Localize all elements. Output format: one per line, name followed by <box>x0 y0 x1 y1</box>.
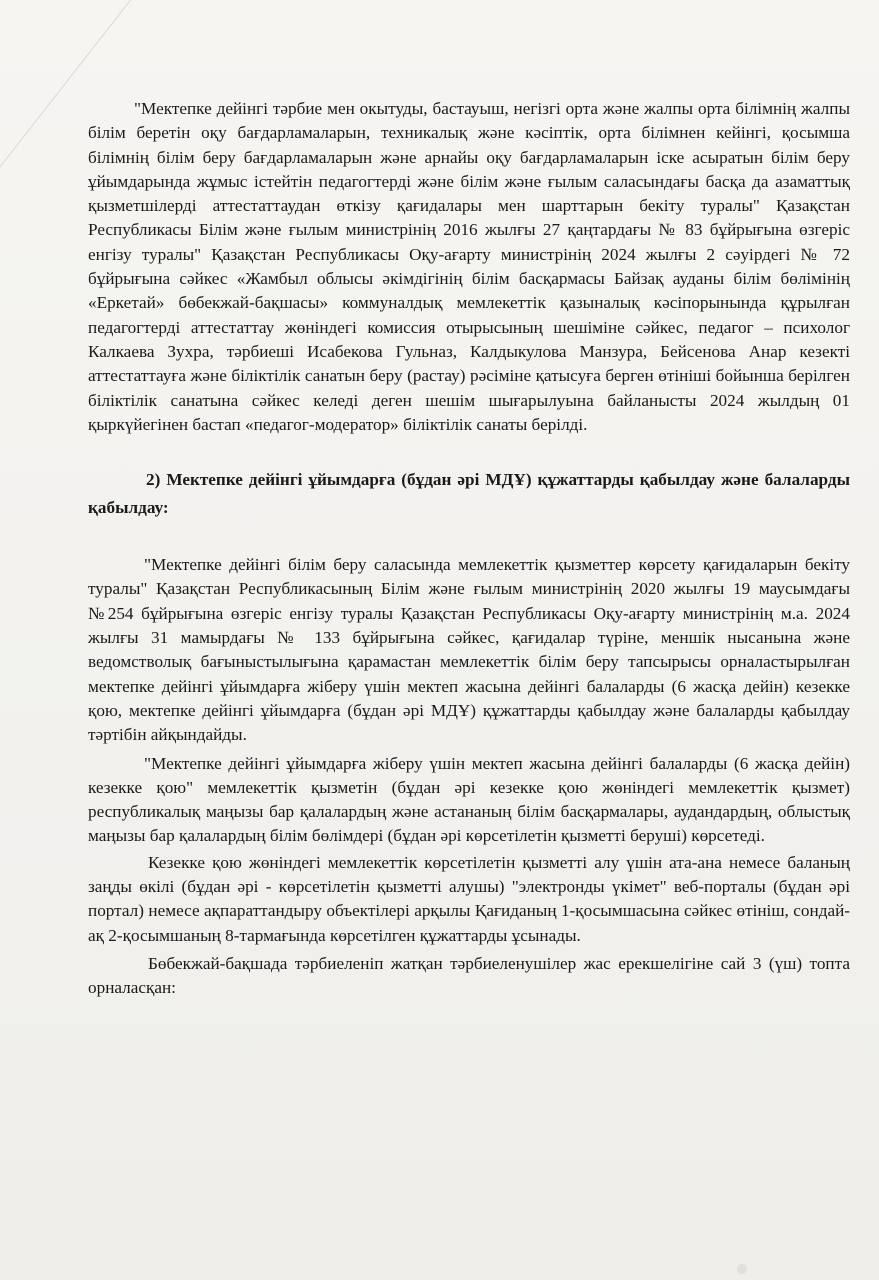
document-body <box>88 97 850 1001</box>
paragraph-queue-service: "Мектепке дейінгі ұйымдарға жіберу үшін мектеп жасына дейінгі балаларды (6 жасқа дейін) кезекке қою" мемлекеттік қызметін (бұдан әрі кезекке қою жөніндегі мемлекеттік қызмет) республикалық маңызы бар қалалардың және астананың білім басқармалары, аудандардың, облыстық маңызы бар қалалардың білім бөлімдері (бұдан әрі көрсетілетін қызметті беруші) көрсетеді. <box>88 753 850 846</box>
paragraph-groups: Бөбекжай-бақшада тәрбиеленіп жатқан тәрбиеленушілер жас ерекшелігіне сай 3 (үш) топта орналасқан: <box>88 953 850 998</box>
paragraph-rules: "Мектепке дейінгі білім беру саласында мемлекеттік қызметтер көрсету қағидаларын бекіту туралы" Қазақстан Республикасының Білім және ғылым министрінің 2020 жылғы 19 маусымдағы №254 бұйрығына өзгеріс енгізу туралы Қазақстан Республикасы Оқу-ағарту министрінің м.а. 2024 жылғы 31 мамырдағы № 133 бұйрығына сәйкес, қағидалар түріне, меншік нысанына және ведомстволық бағыныстылығына қарамастан мемлекеттік білім беру тапсырысы орналастырылған мектепке дейінгі ұйымдарға жіберу үшін мектеп жасына дейінгі балаларды (6 жасқа дейін) кезекке қою, мектепке дейінгі ұйымдарға (бұдан әрі МДҰ) құжаттарды қабылдау және балаларды қабылдау тәртібін айқындайды. <box>88 555 850 745</box>
paragraph-attestation: "Мектепке дейінгі тәрбие мен окытуды, бастауыш, негізгі орта және жалпы орта білімнің жалпы білім беретін оқу бағдарламаларын, техникалық және кәсіптік, орта білімнен кейінгі, қосымша білімнің білім беру бағдарламаларын және арнайы оқу бағдарламаларын іске асыратын білім беру ұйымдарында жұмыс істейтін педагогтерді және білім және ғылым саласындағы басқа да азаматтық қызметшілерді аттестаттаудан өткізу қағидалары мен шарттарын бекіту туралы" Қазақстан Республикасы Білім және ғылым министрінің 2016 жылғы 27 қаңтардағы № 83 бұйрығына өзгеріс енгізу туралы" Қазақстан Республикасы Оқу-ағарту министрінің 2024 жылғы 2 сәуірдегі № 72 бұйрығына сәйкес «Жамбыл облысы әкімдігінің білім басқармасы Байзақ ауданы білім бөлімінің «Еркетай» бөбекжай-бақшасы» коммуналдық мемлекеттік қазыналық кәсіпорынында құрылған педагогтерді аттестаттау жөніндегі комиссия отырысының шешіміне сәйкес, педагог – психолог Калкаева Зухра, тәрбиеші Исабекова Гульназ, Калдыкулова Манзура, Бейсенова Анар кезекті аттестаттауға және біліктілік санатын беру (растау) рәсіміне қатысуға берген өтініші бойынша берілген біліктілік санатына сәйкес келеді деген шешім шығарылуына байланысты 2024 жылдың 01 қыркүйегінен бастап «педагог-модератор» біліктілік санаты берілді. <box>88 99 850 434</box>
scan-dot <box>737 1264 747 1274</box>
paragraph-application: Кезекке қою жөніндегі мемлекеттік көрсетілетін қызметті алу үшін ата-ана немесе баланың заңды өкілі (бұдан әрі - көрсетілетін қызметті алушы) "электронды үкімет" веб-порталы (бұдан әрі портал) немесе ақпараттандыру объектілері арқылы Қағиданың 1-қосымшасына сәйкес өтініш, сондай-ақ 2-қосымшаның 8-тармағында көрсетілген құжаттарды ұсынады. <box>88 852 850 945</box>
section-heading-admission: 2) Мектепке дейінгі ұйымдарға (бұдан әрі МДҰ) құжаттарды қабылдау және балаларды қабылдау: <box>88 470 850 518</box>
